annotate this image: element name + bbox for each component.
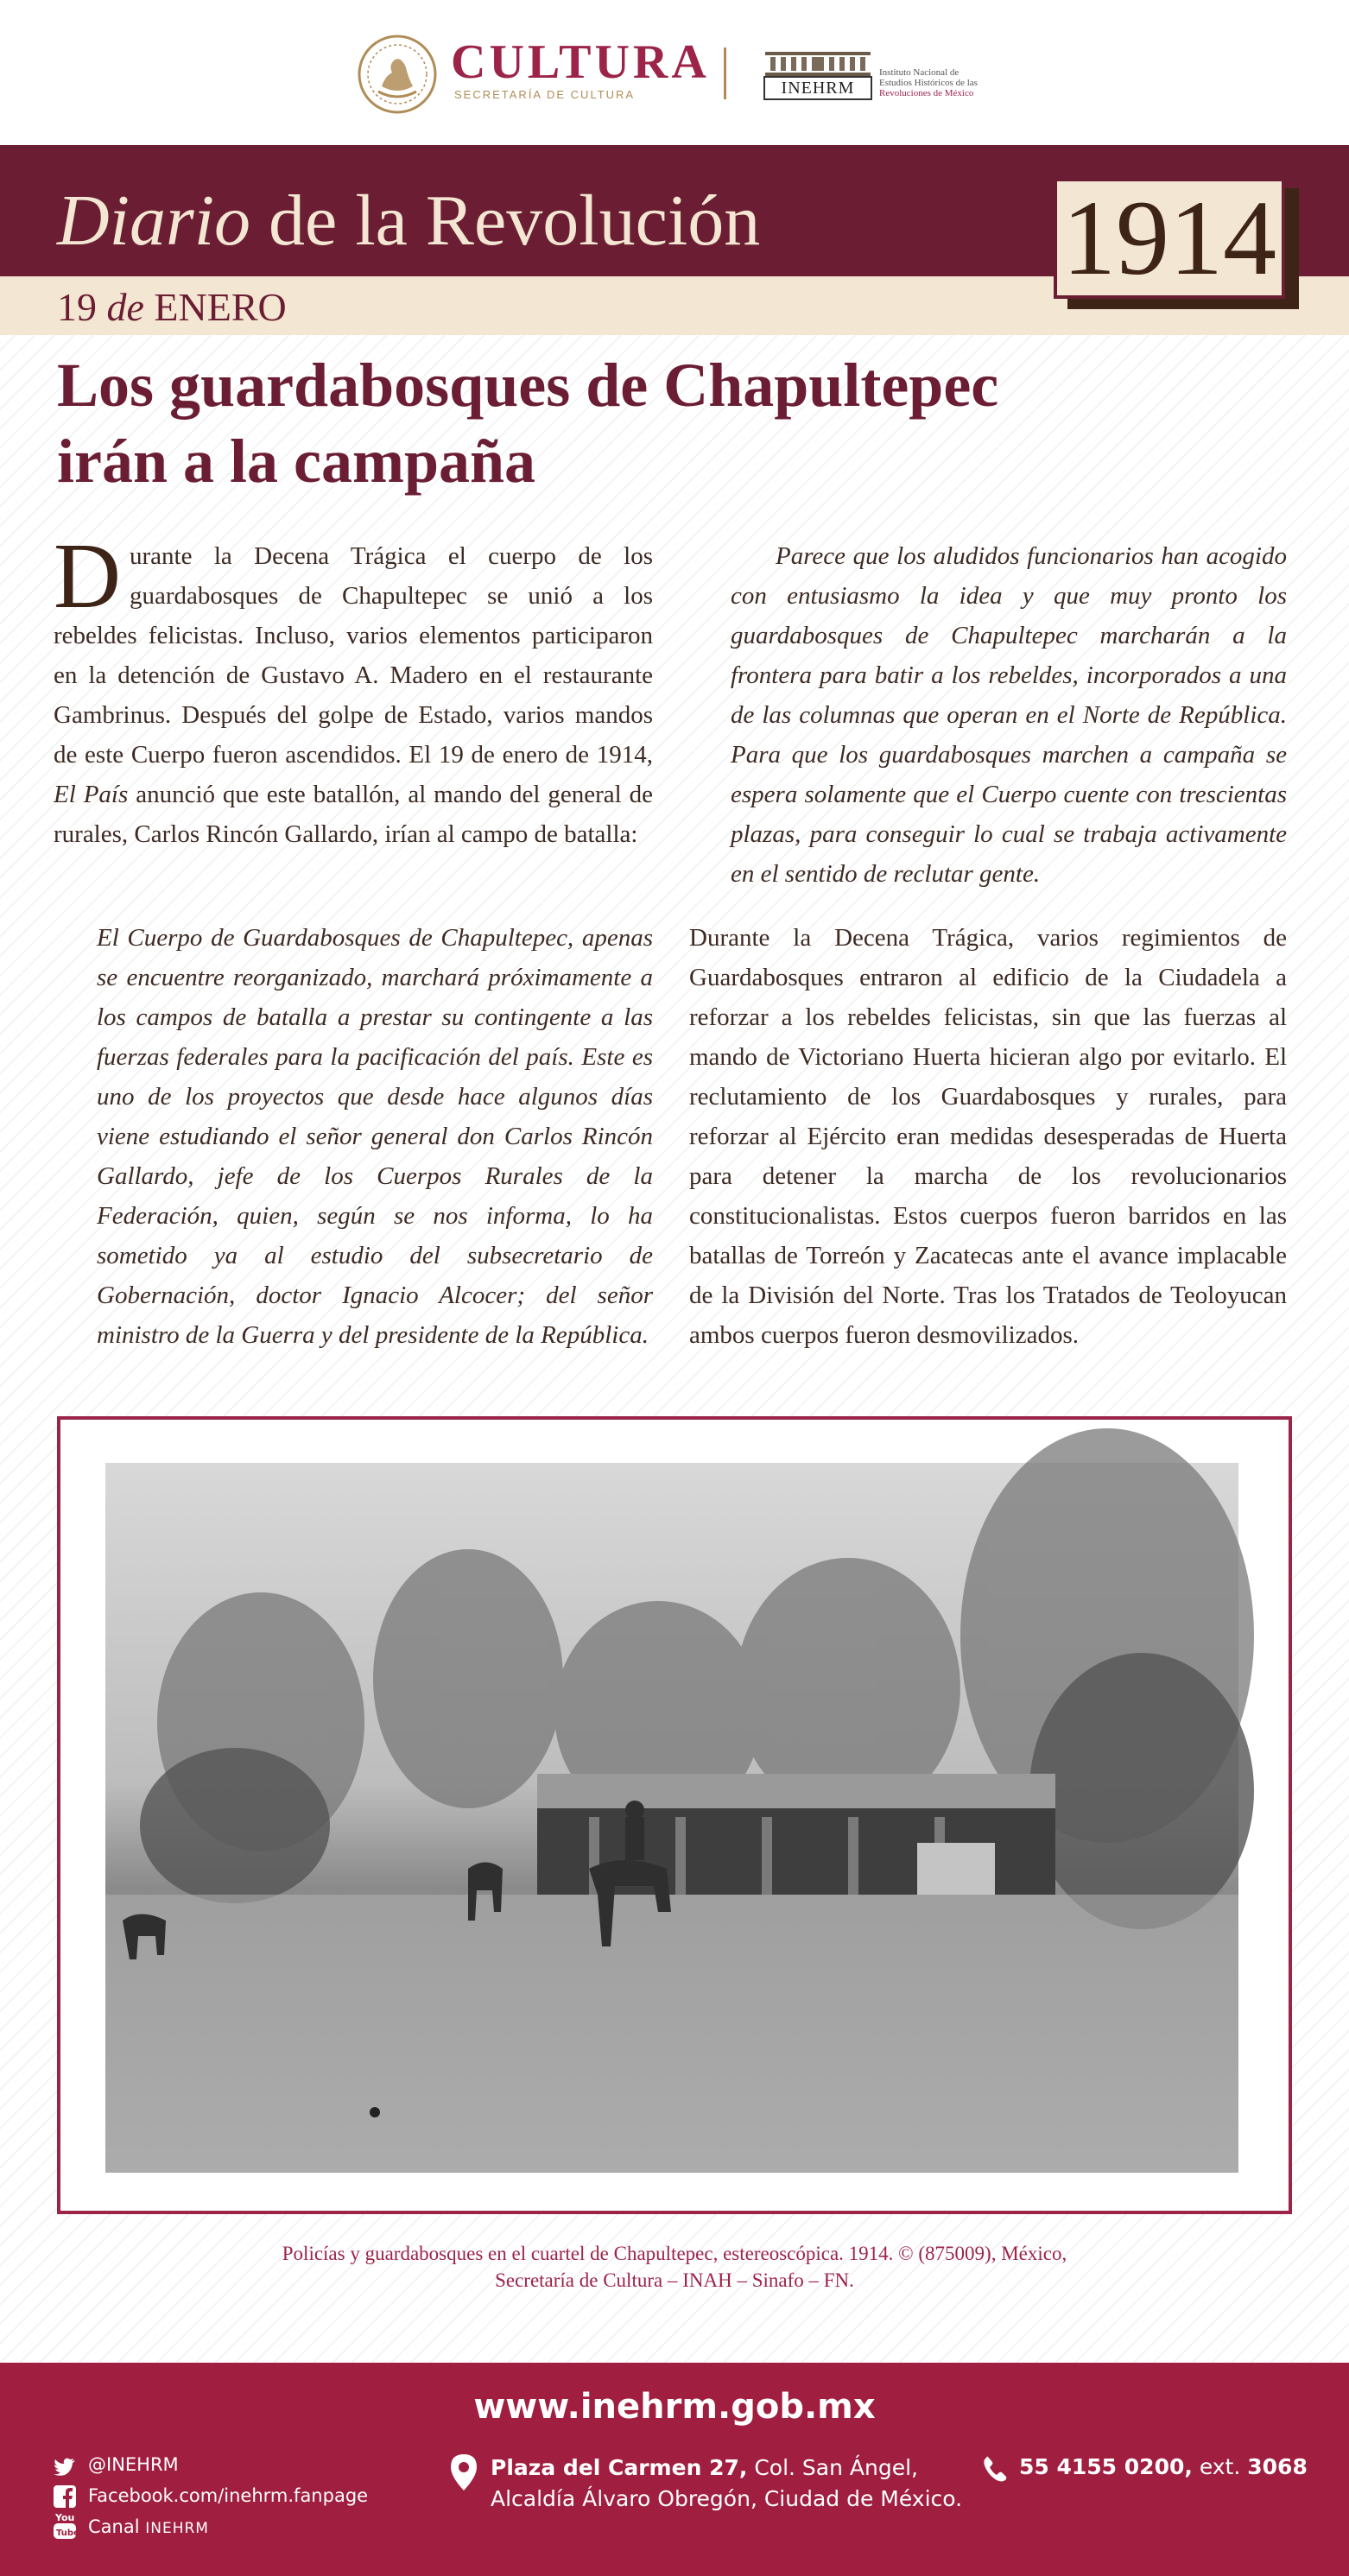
address-colonia: Col. San Ángel, xyxy=(754,2455,918,2480)
address-street: Plaza del Carmen 27, xyxy=(491,2455,748,2480)
year-label: 1914 xyxy=(1062,179,1276,297)
quote-paragraph-1: El Cuerpo de Guardabosques de Chapultepec, apenas se encuentre reorganizado, marchará próximamente a los campos de batalla a prestar su contingente a las fuerzas federales para la pacificación del país. Este es uno de los proyectos que desde hace algunos días viene estudiando el señor general don Carlos Rincón Gallardo, jefe de los Cuerpos Rurales de la Federación, quien, según se nos informa, lo ha sometido ya al estudio del subsecretario de Gobernación, doctor Ignacio Alcocer; del señor ministro de la Guerra y del presidente de la República. xyxy=(97,924,653,1349)
date-month: ENERO xyxy=(154,285,287,329)
intro-text-a: urante la Decena Trágica el cuerpo de los guardabosques de Chapultepec se unió a los rebeldes felicistas. Incluso, varios elementos participaron en la detención de Gustavo A. Madero en el restaurante Gambrinus. Después del golpe de Estado, varios mandos de este Cuerpo fueron ascendidos. El 19 de enero de 1914, xyxy=(54,542,653,769)
series-title-rest: de la Revolución xyxy=(269,180,761,261)
mexico-seal-icon xyxy=(356,35,439,114)
twitter-icon xyxy=(54,2458,76,2477)
facebook-icon xyxy=(54,2485,76,2508)
cultura-logo-title: CULTURA xyxy=(451,35,710,89)
phone-number[interactable] xyxy=(1019,2454,1308,2479)
headline-line-1: Los guardabosques de Chapultepec xyxy=(57,351,999,420)
phone-icon xyxy=(983,2456,1007,2482)
youtube-icon xyxy=(54,2511,79,2541)
inehrm-building-icon xyxy=(763,48,872,76)
intro-text-b: anunció que este batallón, al mando del general de rurales, Carlos Rincón Gallardo, irían al campo de batalla: xyxy=(54,781,653,848)
logo-divider xyxy=(724,47,726,99)
date-label xyxy=(57,283,287,332)
closing-paragraph: Durante la Decena Trágica, varios regimientos de Guardabosques entraron al edificio de la Ciudadela a reforzar a los rebeldes felicistas, sin que las fuerzas al mando de Victoriano Huerta hicieran algo por evitarlo. El reclutamiento de los Guardabosques y rurales, para reforzar al Ejército eran medidas desesperadas de Huerta para detener la marcha de los revolucionarios constitucionalistas. Estos cuerpos fueron barridos en las batallas de Torreón y Zacatecas ante el avance implacable de la División del Norte. Tras los Tratados de Teoloyucan ambos cuerpos fueron desmovilizados. xyxy=(689,924,1287,1349)
facebook-link[interactable]: Facebook.com/inehrm.fanpage xyxy=(88,2485,369,2506)
inehrm-desc-line: Instituto Nacional de xyxy=(879,67,960,78)
cultura-logo-subtitle: SECRETARÍA DE CULTURA xyxy=(454,88,636,101)
svg-text:You: You xyxy=(55,2512,75,2523)
youtube-prefix: Canal xyxy=(88,2516,140,2537)
twitter-link[interactable]: @INEHRM xyxy=(88,2454,179,2475)
historical-photo xyxy=(105,1463,1238,2173)
intro-paragraph xyxy=(54,525,653,854)
drop-cap: D xyxy=(54,525,121,628)
phone-main: 55 4155 0200, xyxy=(1019,2454,1193,2479)
location-pin-icon xyxy=(451,2454,477,2491)
headline-line-2: irán a la campaña xyxy=(57,427,536,496)
address-line-1 xyxy=(491,2453,962,2484)
phone-ext-label: ext. xyxy=(1199,2454,1241,2479)
inehrm-description xyxy=(879,67,1026,98)
photo-caption xyxy=(138,2240,1211,2294)
youtube-channel-name: INEHRM xyxy=(145,2520,209,2537)
inehrm-logo: INEHRM xyxy=(763,76,872,100)
caption-line-2: Secretaría de Cultura – INAH – Sinafo – FN. xyxy=(495,2269,854,2291)
series-title-italic: Diario xyxy=(57,180,251,261)
website-link[interactable]: www.inehrm.gob.mx xyxy=(473,2387,876,2427)
address-line-2: Alcaldía Álvaro Obregón, Ciudad de México. xyxy=(491,2486,963,2511)
youtube-link[interactable] xyxy=(88,2516,209,2537)
caption-line-1: Policías y guardabosques en el cuartel de Chapultepec, estereoscópica. 1914. © (875009), México, xyxy=(282,2243,1067,2264)
headline xyxy=(57,347,1180,499)
date-day: 19 xyxy=(57,285,97,329)
inehrm-desc-line: Revoluciones de México xyxy=(879,88,974,98)
quote-paragraph-2: Parece que los aludidos funcionarios han acogido con entusiasmo la idea y que muy pronto los guardabosques de Chapultepec marcharán a la frontera para batir a los rebeldes, incorporados a una de las columnas que operan en el Norte de República. Para que los guardabosques marchen a campaña se espera solamente que el Cuerpo cuente con trescientas plazas, para conseguir lo cual se trabaja activamente en el sentido de reclutar gente. xyxy=(731,542,1287,888)
svg-text:Tube: Tube xyxy=(56,2529,79,2538)
series-title xyxy=(57,178,760,264)
address xyxy=(491,2453,962,2515)
inehrm-desc-line: Estudios Históricos de las xyxy=(879,78,978,88)
date-connector: de xyxy=(106,285,144,329)
newspaper-name: El País xyxy=(54,781,129,808)
phone-ext: 3068 xyxy=(1247,2454,1308,2479)
